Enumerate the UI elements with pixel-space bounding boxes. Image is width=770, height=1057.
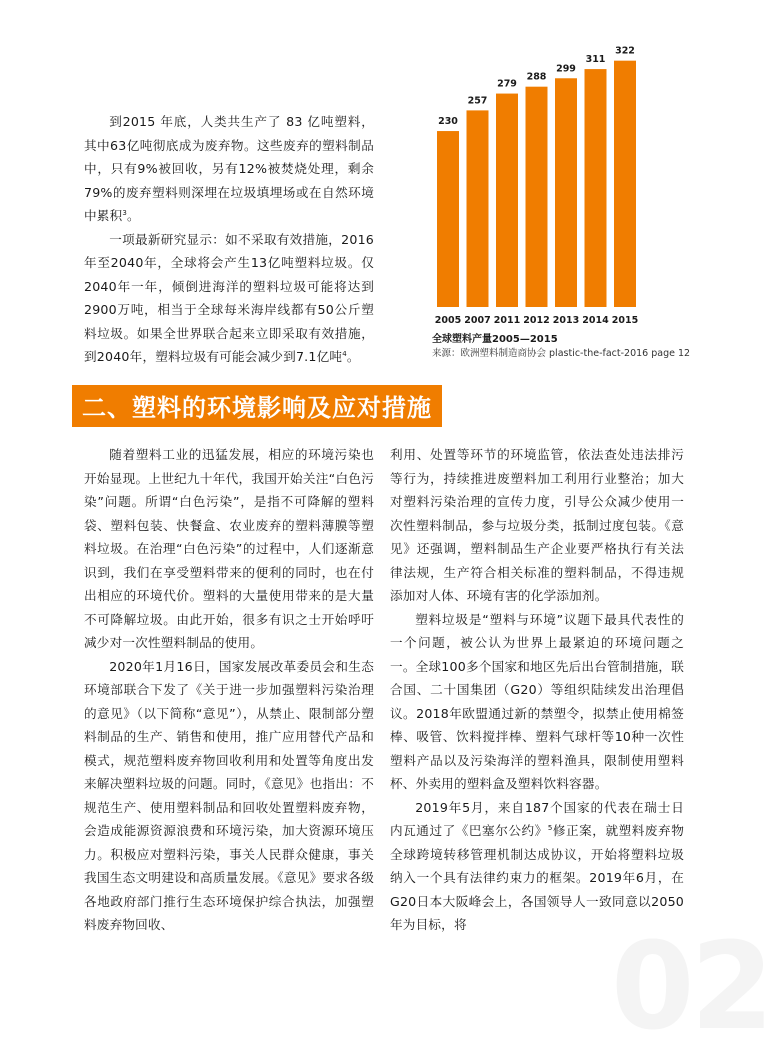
value-label-2015: 322 (615, 45, 635, 57)
footnote-ref: 4 (342, 349, 347, 358)
body-paragraph: 2019年5月，来自187个国家的代表在瑞士日内瓦通过了《巴塞尔公约》$^5$修正案，就塑料废弃物全球跨境转移管理机制达成协议，开始将塑料垃圾纳入一个具有法律约束力的框架。2019年6月，在G20日本大阪峰会上，各国领导人一致同意以2050年为目标，将 (390, 799, 685, 932)
plastic-production-chart (430, 45, 670, 330)
section-title: 二、塑料的环境影响及应对措施 (72, 385, 442, 427)
chart-source: 来源：欧洲塑料制造商协会 plastic-the-fact-2016 page 12 (432, 348, 691, 359)
chart-title: 全球塑料产量2005—2015 (432, 334, 558, 345)
body-paragraph: 2020年1月16日，国家发展改革委员会和生态环境部联合下发了《关于进一步加强塑料污染治理的意见》（以下简称“意见”），从禁止、限制部分塑料制品的生产、销售和使用，推广应用替代产品和模式，规范塑料废弃物回收利用和处置等角度出发来解决塑料垃圾的问题。同时，《意见》也指出：不规范生产、使用塑料制品和回收处置塑料废弃物，会造成能源资源浪费和环境污染，加大资源环境压力。积极应对塑料污染，事关人民群众健康，事关我国生态文明建设和高质量发展。《意见》要求各级各地政府部门推行生态环境保护综合执法，加强塑料废弃物回收、 (84, 658, 374, 932)
bar-2011 (496, 94, 518, 307)
bar-2012 (526, 87, 548, 307)
body-paragraph-continued: 利用、处置等环节的环境监管，依法查处违法排污等行为，持续推进废塑料加工利用行业整治；加大对塑料污染治理的宣传力度，引导公众减少使用一次性塑料制品，参与垃圾分类，抵制过度包装。《意见》还强调，塑料制品生产企业要严格执行有关法律法规，生产符合相关标准的塑料制品，不得违规添加对人体、环境有害的化学添加剂。 (390, 447, 684, 603)
body-paragraph: 随着塑料工业的迅猛发展，相应的环境污染也开始显现。上世纪九十年代，我国开始关注“白色污染”问题。所谓“白色污染”，是指不可降解的塑料袋、塑料包装、快餐盒、农业废弃的塑料薄膜等塑料垃圾。在治理“白色污染”的过程中，人们逐渐意识到，我们在享受塑料带来的便利的同时，也在付出相应的环境代价。塑料的大量使用带来的是大量不可降解垃圾。由此开始，很多有识之士开始呼吁减少对一次性塑料制品的使用。 (84, 447, 374, 650)
year-label-2013: 2013 (552, 315, 580, 326)
intro-paragraph: 到2015 年底，人类共生产了 83 亿吨塑料，其中63亿吨彻底成为废弃物。这些废弃的塑料制品中，只有9%被回收，另有12%被焚烧处理，剩余79%的废弃塑料则深埋在垃圾填埋场或在自然环境中累积$^3$。 (84, 114, 374, 223)
bar-2005 (437, 131, 459, 307)
year-label-2015: 2015 (611, 315, 639, 326)
body-left-column (84, 443, 374, 937)
value-label-2005: 230 (438, 116, 458, 128)
bar-2014 (585, 69, 607, 307)
page-number-watermark: 02 (611, 918, 770, 1057)
year-label-2011: 2011 (493, 315, 521, 326)
intro-paragraph: 一项最新研究显示：如不采取有效措施，2016年至2040年，全球将会产生13亿吨塑料垃圾。仅2040年一年，倾倒进海洋的塑料垃圾可能将达到2900万吨，相当于全球每米海岸线都有50公斤塑料垃圾。如果全世界联合起来立即采取有效措施，到2040年，塑料垃圾有可能会减少到7.1亿吨$^4$。 (84, 231, 374, 364)
body-paragraph: 塑料垃圾是“塑料与环境”议题下最具代表性的一个问题，被公认为世界上最紧迫的环境问题之一。全球100多个国家和地区先后出台管制措施，联合国、二十国集团（G20）等组织陆续发出治理倡议。2018年欧盟通过新的禁塑令，拟禁止使用棉签棒、吸管、饮料搅拌棒、塑料气球杆等10种一次性塑料产品以及污染海洋的塑料渔具，限制使用塑料杯、外卖用的塑料盒及塑料饮料容器。 (390, 611, 684, 791)
value-label-2014: 311 (585, 54, 606, 66)
bar-2015 (614, 61, 636, 307)
year-label-2012: 2012 (523, 315, 550, 326)
year-label-2014: 2014 (582, 315, 609, 326)
value-label-2013: 299 (556, 63, 576, 75)
intro-text (84, 110, 374, 369)
bar-2007 (467, 110, 489, 307)
body-right-column (390, 443, 684, 937)
bar-2013 (555, 78, 577, 307)
footnote-ref: 5 (547, 823, 553, 832)
chart-canvas (430, 45, 670, 330)
value-label-2007: 257 (467, 95, 488, 107)
footnote-ref: 3 (122, 208, 128, 217)
year-label-2007: 2007 (464, 315, 491, 326)
value-label-2012: 288 (526, 71, 547, 83)
value-label-2011: 279 (497, 78, 517, 90)
year-label-2005: 2005 (434, 315, 462, 326)
